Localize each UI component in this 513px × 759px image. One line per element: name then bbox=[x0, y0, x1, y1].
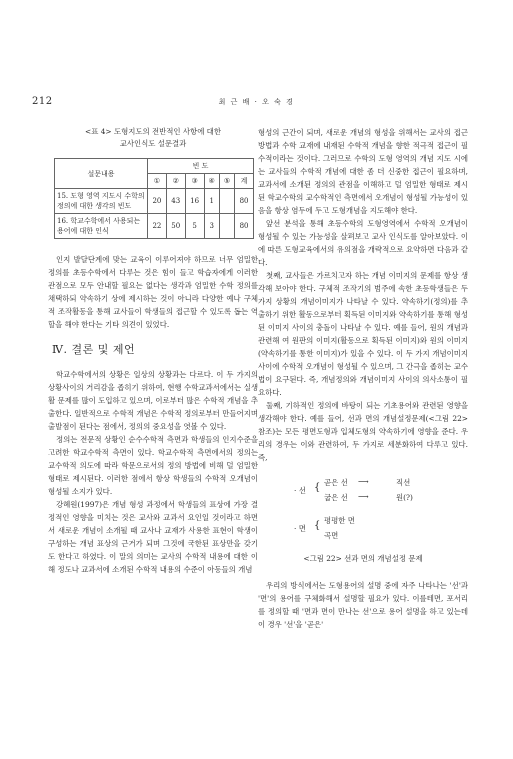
cell: 43 bbox=[166, 189, 185, 214]
diagram-line1-result: 직선 bbox=[396, 478, 411, 487]
header-freq: 빈 도 bbox=[148, 159, 254, 174]
page-number: 212 bbox=[32, 96, 53, 107]
right-column bbox=[258, 126, 468, 631]
paragraph: 앞선 분석을 통해 초등수학의 도형영역에서 수학적 오개념이 형성될 수 있는 가능성을 살펴보고 교사 인식도를 알아보았다. 이에 따른 도형교육에서의 유의점을 개략적으로 요약하면 다음과 같다. bbox=[258, 219, 468, 267]
cell: 20 bbox=[148, 189, 167, 214]
diagram-myeon: · 면 bbox=[294, 524, 306, 533]
arrow-icon: ⟶ bbox=[358, 492, 369, 501]
cell: 1 bbox=[204, 189, 219, 214]
diagram-line2-result: 원(?) bbox=[396, 493, 413, 502]
diagram-line1: 곧은 선 bbox=[324, 478, 348, 487]
diagram-myeon1: 평평한 면 bbox=[324, 516, 355, 525]
brace-icon: { bbox=[314, 482, 321, 493]
paragraph: 강혜원(1997)은 개념 형성 과정에서 학생들의 표상에 가장 결정적인 영향을 미치는 것은 교사와 교과서 요인일 것이라고 하면서 새로운 개념이 소개될 때 교사나 교재가 사용한 표현이 학생이 구성하는 개념 표상의 근거가 되며 그것에 국한된 표상만을 갖기도 한다고 하였다. 이 말의 의미는 교사의 수학적 내용에 대한 이해 정도나 교과서에 소개된 수학적 내용의 수준이 아동들의 개념 bbox=[48, 500, 258, 574]
row-item: 15. 도형 영역 지도시 수학의 정의에 대한 생각의 빈도 bbox=[55, 189, 148, 214]
table-caption-line1: <표 4> 도형지도의 전반적인 사항에 대한 bbox=[85, 127, 221, 136]
scale-total: 계 bbox=[235, 174, 254, 189]
survey-table bbox=[54, 158, 254, 239]
paragraph: 형성의 근간이 되며, 새로운 개념의 형성을 위해서는 교사의 접근 방법과 수학 교재에 내재된 수학적 개념을 향한 적극적 접근이 필수적이라는 것이다. 그러므로 수학의 도형 영역의 개념 지도 시에는 교사들의 수학적 개념에 대한 좀 더 신중한 접근이 필요하며, 교과서에 소개된 정의의 관점을 이해하고 덜 엄밀한 형태로 제시된 학교수학의 교수학적인 측면에서 오개념이 형성될 가능성이 있음을 항상 염두에 두고 도형개념을 지도해야 한다. bbox=[258, 128, 468, 215]
cell: 80 bbox=[235, 214, 254, 239]
scale-1: ① bbox=[148, 174, 167, 189]
scale-4: ④ bbox=[204, 174, 219, 189]
scale-3: ③ bbox=[185, 174, 204, 189]
cell: 50 bbox=[166, 214, 185, 239]
table-caption bbox=[48, 126, 258, 150]
figure-caption: <그림 22> 선과 면의 개념설정 문제 bbox=[303, 554, 423, 563]
table-row bbox=[55, 189, 254, 214]
diagram-sun: · 선 bbox=[294, 486, 306, 495]
diagram-myeon2: 곡면 bbox=[324, 531, 339, 540]
left-column bbox=[48, 126, 258, 576]
cell bbox=[219, 189, 234, 214]
paragraph: 학교수학에서의 상황은 일상의 상황과는 다르다. 이 두 가지의 상황사이의 거리감을 좁히기 위하여, 현행 수학교과서에서는 실생활 문제를 많이 도입하고 있으며, 이로부터 많은 수학적 개념을 추출한다. 일반적으로 수학적 개념은 수학적 정의로부터 만들어지며 출발점이 된다는 점에서, 정의의 중요성을 엿볼 수 있다. bbox=[48, 370, 258, 431]
table-caption-line2: 교사인식도 설문결과 bbox=[119, 139, 187, 148]
line-surface-diagram bbox=[258, 470, 468, 548]
row-item: 16. 학교수학에서 사용되는 용어에 대한 인식 bbox=[55, 214, 148, 239]
diagram-line2: 굽은 선 bbox=[324, 493, 348, 502]
paragraph: 둘째, 기하적인 정의에 바탕이 되는 기초용어와 관련된 영향을 생각해야 한다. 예를 들어, 선과 면의 개념설정문제(<그림 22> 참조)는 모든 평면도형과 입체도형의 약속하기에 영향을 준다. 우리의 경우는 이와 관련하여, 두 가지로 세분화하여 다루고 있다. 즉, bbox=[258, 401, 468, 462]
cell: 3 bbox=[204, 214, 219, 239]
paragraph: 우리의 방식에서는 도형용어의 설명 중에 자주 나타나는 '선'과 '면'의 용어를 구체화해서 설명할 필요가 있다. 이를테면, 포서리를 정의할 때 '면과 면이 만나는 선'으로 용어 설명을 하고 있는데 이 경우 '선'을 '곧은' bbox=[258, 581, 468, 629]
paragraph: 정의는 전문적 상황인 순수수학적 측면과 학생들의 인지수준을 고려한 학교수학적 측면이 있다. 학교수학적 측면에서의 정의는 교수학적 의도에 따라 학문으로서의 정의 방법에 비해 덜 엄밀한 형태로 제시된다. 이러한 점에서 항상 학생들의 수학적 오개념이 형성될 소지가 있다. bbox=[48, 435, 258, 496]
header-item: 설문내용 bbox=[55, 159, 148, 189]
arrow-icon: ⟶ bbox=[358, 477, 369, 486]
scale-5: ⑤ bbox=[219, 174, 234, 189]
cell: 5 bbox=[185, 214, 204, 239]
table-row bbox=[55, 214, 254, 239]
cell: 22 bbox=[148, 214, 167, 239]
cell: 16 bbox=[185, 189, 204, 214]
section-heading: Ⅳ. 결론 및 제언 bbox=[52, 343, 136, 356]
running-head: 최 근 배 · 오 숙 경 bbox=[218, 98, 295, 106]
paragraph: 첫째, 교사들은 가르치고자 하는 개념 이미지의 문제를 항상 생각해 보아야 한다. 구체적 조작기의 범주에 속한 초등학생들은 두 가지 상황의 개념이미지가 나타날 수 있다. 약속하기(정의)를 추출하기 위한 활동으로부터 획득된 이미지와 약속하기를 통해 형성된 이미지 사이의 충돌이 나타날 수 있다. 예를 들어, 원의 개념과 관련해 여 원판의 이미지(활동으로 획득된 이미지)와 원의 이미지(약속하기를 통한 이미지)가 있을 수 있다. 이 두 가지 개념이미지 사이에 수학적 오개념이 형성될 수 있으며, 그 간극을 좁히는 교수법이 요구된다. 즉, 개념정의와 개념이미지 사이의 의사소통이 필요하다. bbox=[258, 271, 468, 397]
cell: 80 bbox=[235, 189, 254, 214]
cell bbox=[219, 214, 234, 239]
scale-2: ② bbox=[166, 174, 185, 189]
brace-icon: { bbox=[314, 520, 321, 531]
paragraph: 인지 발달단계에 맞는 교육이 이루어져야 하므로 너무 엄밀한 정의를 초등수학에서 다루는 것은 힘이 들고 학습자에게 이러한 관점으로 모두 안내할 필요는 없다는 생각과 엄밀한 수학 정의를 채택하되 약속하기 상에 제시하는 것이 아니라 다양한 예나 구체적 조작활동을 통해 교사들이 학생들의 접근할 수 있도록 돕는 역할을 해야 한다는 기타 의견이 있었다. bbox=[48, 255, 258, 329]
